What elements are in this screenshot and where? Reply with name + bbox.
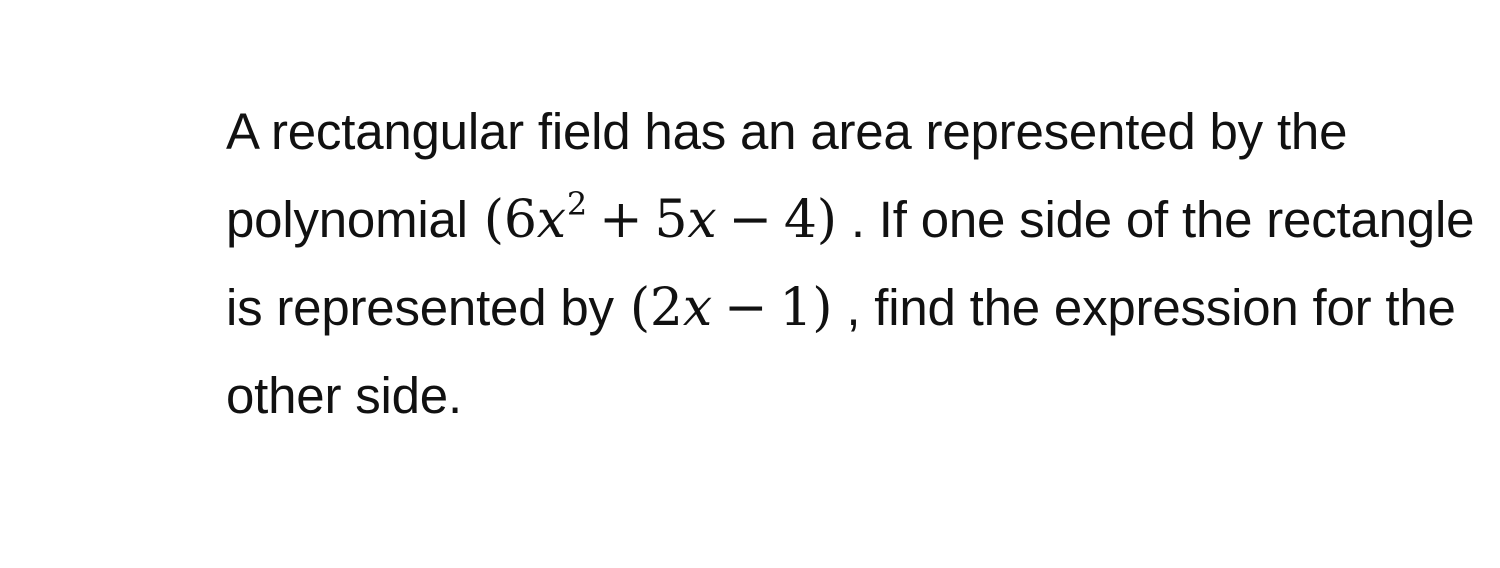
side-open-paren: (: [629, 278, 650, 338]
area-var-2: x: [687, 190, 717, 250]
area-operator-plus: +: [599, 190, 643, 250]
problem-text-part3: , find the expression for the other side.: [226, 279, 1456, 424]
area-expression: [483, 184, 837, 250]
side-operator-minus: −: [723, 278, 768, 338]
side-constant: 1: [779, 278, 813, 338]
area-var-1: x: [536, 190, 566, 250]
area-close-paren: ): [816, 190, 837, 250]
area-open-paren: (: [483, 190, 504, 250]
area-exponent: 2: [566, 184, 588, 223]
side-var-1: x: [682, 278, 712, 338]
side-close-paren: ): [812, 278, 833, 338]
side-coef-1: 2: [649, 278, 683, 338]
problem-statement: [226, 88, 1476, 440]
problem-text-part2: . If one side of the rectangle is represented by: [226, 191, 1475, 336]
problem-text-part1: A rectangular field has an area represented by the polynomial: [226, 103, 1348, 248]
area-coef-2: 5: [654, 190, 688, 250]
side-expression: [630, 278, 832, 338]
area-operator-minus: −: [728, 190, 772, 250]
area-constant: 4: [783, 190, 817, 250]
area-coef-1: 6: [503, 190, 537, 250]
